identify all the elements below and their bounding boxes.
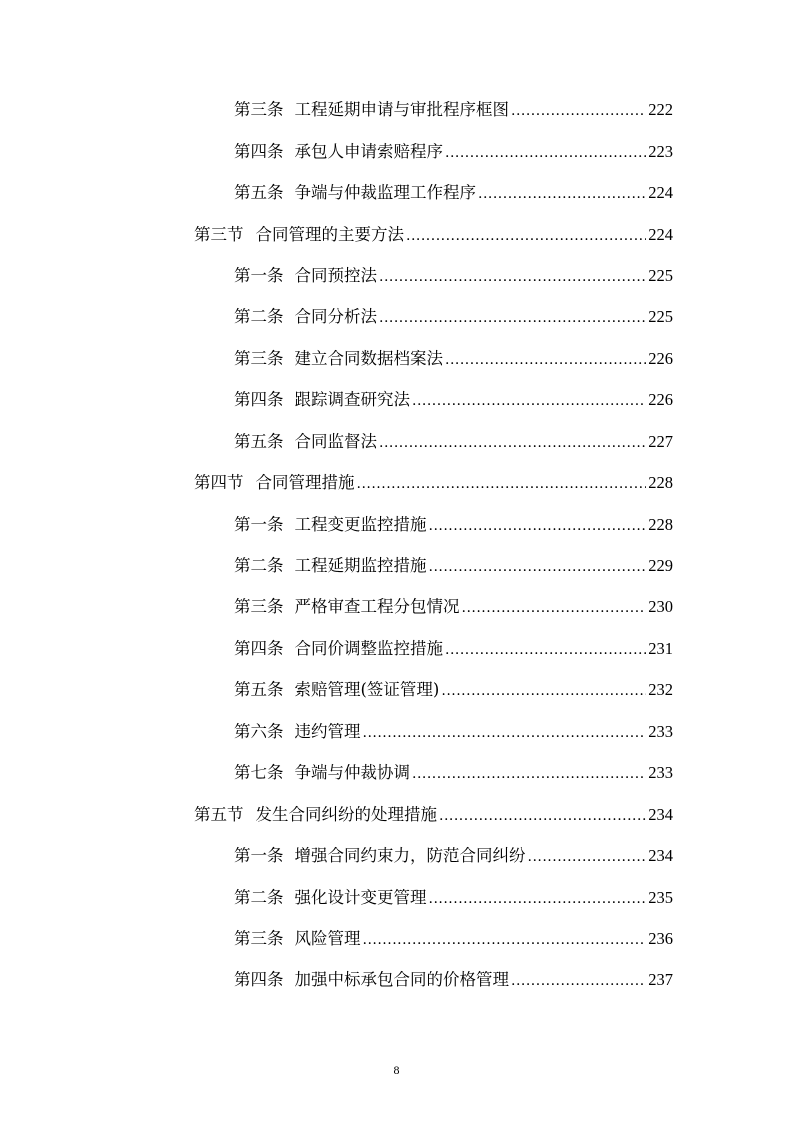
table-of-contents bbox=[0, 90, 793, 1002]
dot-leader bbox=[412, 764, 646, 784]
toc-entry-title: 合同预控法 bbox=[294, 265, 377, 285]
toc-entry-page: 226 bbox=[648, 348, 673, 368]
toc-entry-number: 第五条 bbox=[234, 183, 284, 203]
dot-leader bbox=[445, 350, 646, 370]
toc-entry-page: 236 bbox=[648, 928, 673, 948]
toc-entry-title: 合同价调整监控措施 bbox=[294, 638, 443, 658]
toc-entry-number: 第五节 bbox=[194, 804, 244, 824]
toc-entry bbox=[0, 960, 793, 1001]
toc-entry-page: 234 bbox=[648, 846, 673, 866]
toc-entry bbox=[0, 297, 793, 338]
toc-entry-page: 237 bbox=[648, 970, 673, 990]
toc-entry-title: 合同监督法 bbox=[294, 431, 377, 451]
toc-entry-title: 风险管理 bbox=[294, 928, 361, 948]
toc-entry bbox=[0, 712, 793, 753]
toc-entry-number: 第四条 bbox=[234, 970, 284, 990]
toc-entry-number: 第四节 bbox=[194, 473, 244, 493]
toc-entry-title: 建立合同数据档案法 bbox=[294, 348, 443, 368]
dot-leader bbox=[429, 889, 647, 909]
toc-entry-page: 230 bbox=[648, 597, 673, 617]
toc-entry bbox=[0, 670, 793, 711]
toc-entry bbox=[0, 90, 793, 131]
toc-entry-number: 第七条 bbox=[234, 763, 284, 783]
dot-leader bbox=[511, 971, 646, 991]
toc-entry-page: 233 bbox=[648, 721, 673, 741]
toc-entry bbox=[0, 753, 793, 794]
toc-entry-page: 234 bbox=[648, 804, 673, 824]
dot-leader bbox=[429, 516, 647, 536]
toc-entry-page: 233 bbox=[648, 763, 673, 783]
toc-entry-number: 第四条 bbox=[234, 638, 284, 658]
toc-entry-number: 第一条 bbox=[234, 846, 284, 866]
toc-entry bbox=[0, 256, 793, 297]
toc-entry-number: 第二条 bbox=[234, 307, 284, 327]
toc-entry-title: 强化设计变更管理 bbox=[294, 887, 427, 907]
toc-entry-title: 加强中标承包合同的价格管理 bbox=[294, 970, 509, 990]
toc-entry-page: 229 bbox=[648, 556, 673, 576]
toc-entry-title: 工程延期监控措施 bbox=[294, 556, 427, 576]
page-number: 8 bbox=[393, 1063, 400, 1077]
toc-entry-page: 224 bbox=[648, 224, 673, 244]
toc-entry bbox=[0, 339, 793, 380]
toc-entry-number: 第三条 bbox=[234, 928, 284, 948]
dot-leader bbox=[528, 847, 647, 867]
toc-entry-page: 226 bbox=[648, 390, 673, 410]
toc-entry-title: 严格审查工程分包情况 bbox=[294, 597, 460, 617]
dot-leader bbox=[511, 101, 646, 121]
dot-leader bbox=[357, 474, 647, 494]
toc-entry bbox=[0, 504, 793, 545]
toc-entry-page: 222 bbox=[648, 100, 673, 120]
dot-leader bbox=[445, 640, 646, 660]
toc-entry-title: 增强合同约束力，防范合同纠纷 bbox=[294, 846, 526, 866]
toc-entry-page: 232 bbox=[648, 680, 673, 700]
toc-entry-number: 第三节 bbox=[194, 224, 244, 244]
dot-leader bbox=[429, 557, 647, 577]
toc-entry-number: 第三条 bbox=[234, 348, 284, 368]
dot-leader bbox=[462, 598, 647, 618]
toc-entry-number: 第三条 bbox=[234, 597, 284, 617]
dot-leader bbox=[445, 143, 646, 163]
toc-entry-title: 承包人申请索赔程序 bbox=[294, 141, 443, 161]
toc-entry-title: 合同管理的主要方法 bbox=[255, 224, 404, 244]
toc-entry-title: 争端与仲裁监理工作程序 bbox=[294, 183, 476, 203]
toc-entry-title: 工程变更监控措施 bbox=[294, 514, 427, 534]
toc-entry-number: 第三条 bbox=[234, 100, 284, 120]
toc-entry-page: 231 bbox=[648, 638, 673, 658]
dot-leader bbox=[363, 930, 647, 950]
toc-entry-number: 第五条 bbox=[234, 680, 284, 700]
toc-entry-page: 235 bbox=[648, 887, 673, 907]
dot-leader bbox=[379, 308, 646, 328]
toc-entry-number: 第五条 bbox=[234, 431, 284, 451]
dot-leader bbox=[441, 681, 646, 701]
toc-entry bbox=[0, 546, 793, 587]
toc-entry bbox=[0, 587, 793, 628]
toc-entry bbox=[0, 877, 793, 918]
toc-entry bbox=[0, 173, 793, 214]
dot-leader bbox=[379, 267, 646, 287]
toc-entry-title: 发生合同纠纷的处理措施 bbox=[255, 804, 437, 824]
toc-entry-page: 224 bbox=[648, 183, 673, 203]
toc-entry-number: 第一条 bbox=[234, 265, 284, 285]
toc-entry-number: 第六条 bbox=[234, 721, 284, 741]
toc-entry-number: 第二条 bbox=[234, 887, 284, 907]
toc-entry-number: 第二条 bbox=[234, 556, 284, 576]
toc-entry-title: 合同分析法 bbox=[294, 307, 377, 327]
toc-entry-title: 工程延期申请与审批程序框图 bbox=[294, 100, 509, 120]
toc-entry-page: 225 bbox=[648, 265, 673, 285]
toc-section-entry bbox=[0, 794, 793, 835]
toc-entry bbox=[0, 836, 793, 877]
toc-entry bbox=[0, 131, 793, 172]
toc-entry-page: 225 bbox=[648, 307, 673, 327]
toc-entry-number: 第一条 bbox=[234, 514, 284, 534]
toc-entry-title: 跟踪调查研究法 bbox=[294, 390, 410, 410]
dot-leader bbox=[363, 723, 647, 743]
toc-entry bbox=[0, 919, 793, 960]
toc-entry-page: 228 bbox=[648, 514, 673, 534]
toc-entry bbox=[0, 629, 793, 670]
toc-entry-number: 第四条 bbox=[234, 390, 284, 410]
dot-leader bbox=[412, 391, 646, 411]
toc-entry-title: 合同管理措施 bbox=[255, 473, 355, 493]
toc-section-entry bbox=[0, 463, 793, 504]
toc-entry-page: 228 bbox=[648, 473, 673, 493]
toc-entry-page: 223 bbox=[648, 141, 673, 161]
dot-leader bbox=[379, 433, 646, 453]
toc-entry-number: 第四条 bbox=[234, 141, 284, 161]
toc-section-entry bbox=[0, 214, 793, 255]
toc-entry bbox=[0, 422, 793, 463]
dot-leader bbox=[478, 184, 646, 204]
toc-entry-title: 索赔管理(签证管理) bbox=[294, 680, 440, 700]
toc-entry-page: 227 bbox=[648, 431, 673, 451]
toc-entry bbox=[0, 380, 793, 421]
dot-leader bbox=[406, 226, 646, 246]
dot-leader bbox=[439, 806, 646, 826]
toc-entry-title: 违约管理 bbox=[294, 721, 361, 741]
toc-entry-title: 争端与仲裁协调 bbox=[294, 763, 410, 783]
